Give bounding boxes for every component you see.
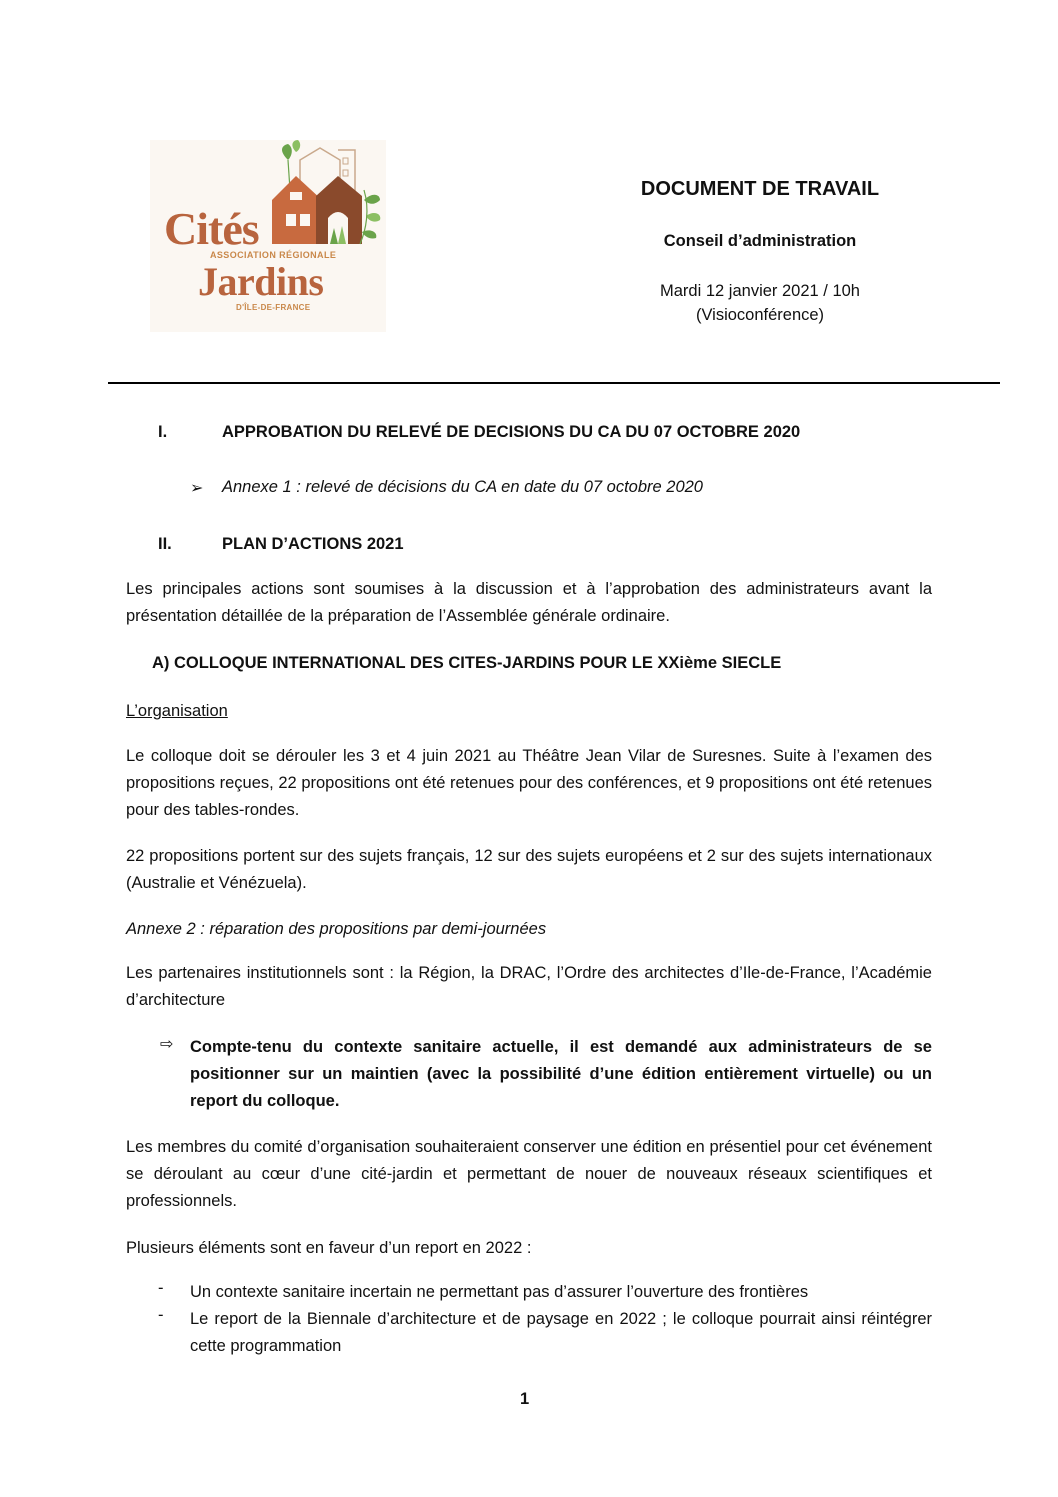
paragraph-propositions: 22 propositions portent sur des sujets français, 12 sur des sujets européens et 2 sur des sujets internationaux (Australie et Vénézuela). [126, 847, 932, 892]
section-2-number: II. [158, 535, 172, 553]
paragraph-partners: Les partenaires institutionnels sont : la Région, la DRAC, l’Ordre des architectes d’Ile-de-France, l’Académie d’architecture [126, 964, 932, 1009]
annex-1-reference: Annexe 1 : relevé de décisions du CA en date du 07 octobre 2020 [222, 478, 703, 496]
meeting-mode: (Visioconférence) [695, 306, 825, 324]
logo-name-line1: Cités [164, 203, 259, 254]
section-1-title: APPROBATION DU RELEVÉ DE DECISIONS DU CA DU 07 OCTOBRE 2020 [222, 423, 801, 441]
subsection-a-title: A) COLLOQUE INTERNATIONAL DES CITES-JARDINS POUR LE XXième SIECLE [152, 654, 782, 672]
bullet-item: Un contexte sanitaire incertain ne permettant pas d’assurer l’ouverture des frontières [190, 1283, 809, 1301]
annex-2-reference: Annexe 2 : réparation des propositions par demi-journées [126, 920, 547, 938]
paragraph-committee: Les membres du comité d’organisation souhaiteraient conserver une édition en présentiel pour cet événement se déroulant au cœur d’une cité-jardin et permettant de nouer de nouveaux réseaux scientifiques et professionnels. [126, 1138, 932, 1210]
arrow-bullet-icon: ➢ [190, 480, 204, 497]
document-title: DOCUMENT DE TRAVAIL [640, 178, 880, 200]
arrow-right-icon: ⇨ [160, 1036, 174, 1053]
document-subtitle: Conseil d’administration [663, 232, 857, 250]
page-number: 1 [520, 1390, 530, 1408]
organisation-heading: L’organisation [126, 702, 228, 720]
logo-region: D'ÎLE-DE-FRANCE [236, 303, 311, 312]
section-2-title: PLAN D’ACTIONS 2021 [222, 535, 404, 553]
decision-callout: Compte-tenu du contexte sanitaire actuelle, il est demandé aux administrateurs de se positionner sur un maintien (avec la possibilité d’une édition entièrement virtuelle) ou un report du colloque. [190, 1038, 932, 1110]
meeting-date: Mardi 12 janvier 2021 / 10h [660, 282, 860, 300]
paragraph-report-intro: Plusieurs éléments sont en faveur d’un report en 2022 : [126, 1239, 532, 1257]
header-divider [108, 382, 1000, 384]
bullet-dash: - [158, 1279, 164, 1297]
section-1-number: I. [158, 423, 168, 441]
logo [150, 140, 386, 332]
paragraph-colloque-dates: Le colloque doit se dérouler les 3 et 4 juin 2021 au Théâtre Jean Vilar de Suresnes. Suite à l’examen des propositions reçues, 22 propositions ont été retenues pour des conférences, et 9 propositions ont été retenues pour des tables-rondes. [126, 747, 932, 819]
bullet-dash: - [158, 1306, 164, 1324]
logo-name-line2: Jardins [198, 259, 324, 304]
logo-tagline: ASSOCIATION RÉGIONALE [210, 250, 337, 260]
intro-paragraph: Les principales actions sont soumises à la discussion et à l’approbation des administrateurs avant la présentation détaillée de la préparation de l’Assemblée générale ordinaire. [126, 580, 932, 625]
bullet-item: Le report de la Biennale d’architecture et de paysage en 2022 ; le colloque pourrait ainsi réintégrer cette programmation [190, 1310, 932, 1355]
